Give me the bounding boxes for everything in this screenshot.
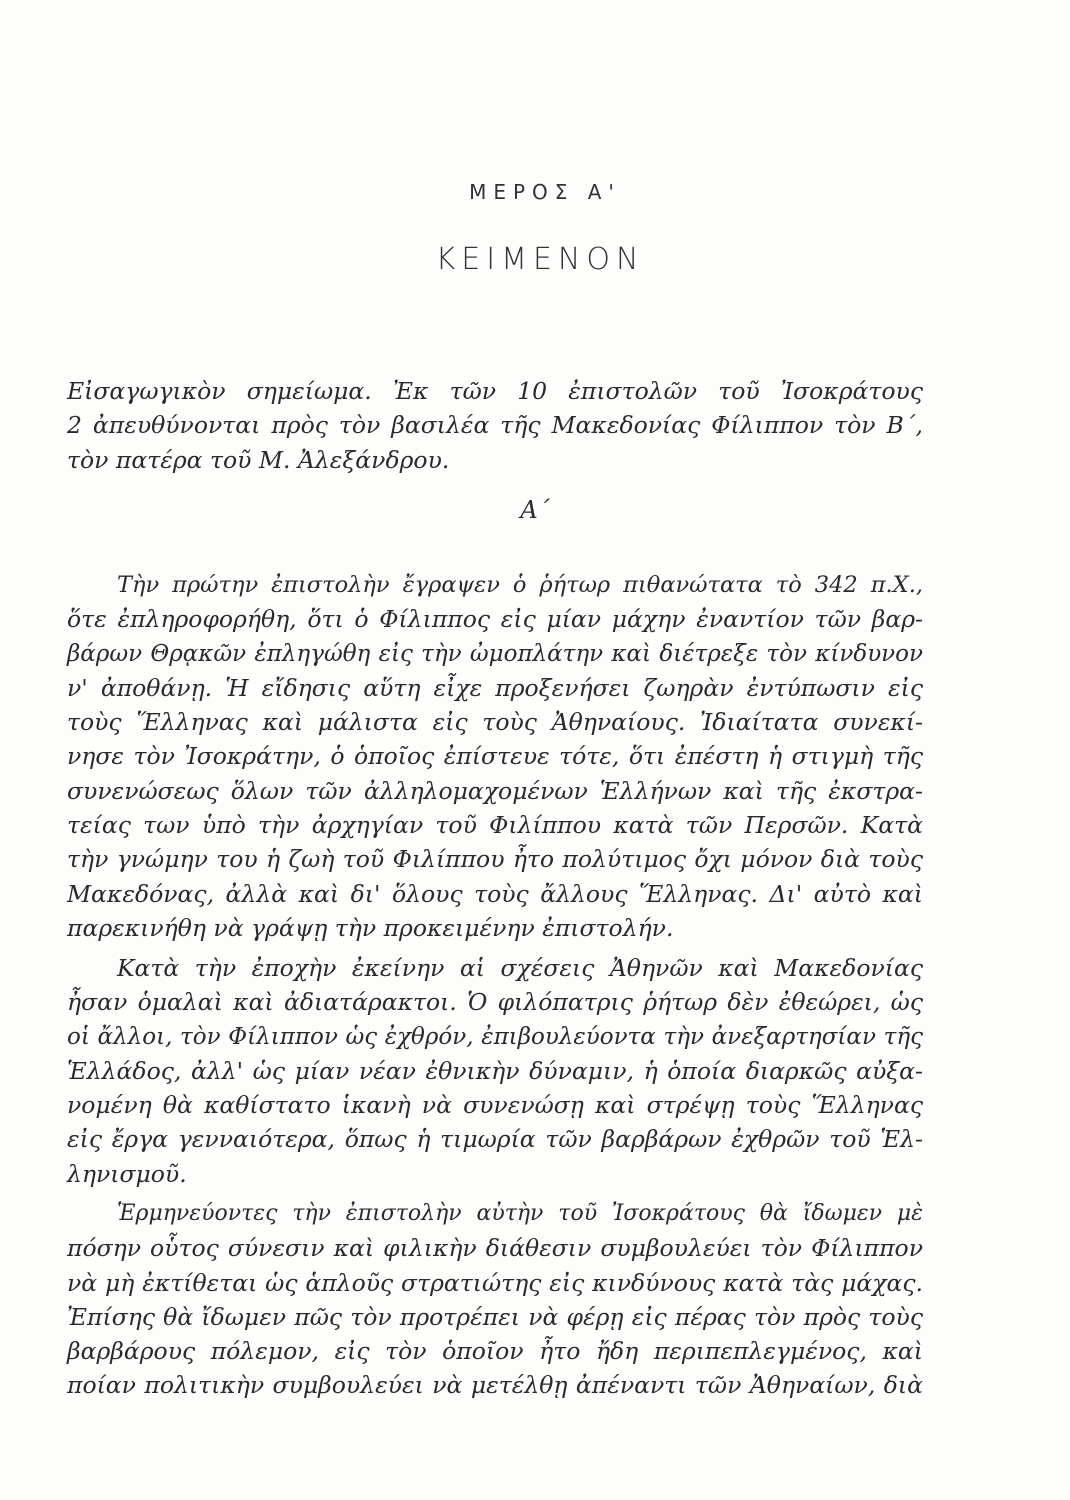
text-line: τοὺς Ἕλληνας καὶ μάλιστα εἰς τοὺς Ἀθηναίους. Ἰδιαίτατα συνεκί- — [67, 708, 923, 737]
text-line: Ἑλλάδος, ἀλλ' ὡς μίαν νέαν ἐθνικὴν δύναμιν, ἡ ὁποία διαρκῶς αὐξα- — [67, 1056, 923, 1085]
text-line: Μακεδόνας, ἀλλὰ καὶ δι' ὅλους τοὺς ἄλλους Ἕλληνας. Δι' αὐτὸ καὶ — [67, 879, 923, 908]
text-line: παρεκινήθη νὰ γράψῃ τὴν προκειμένην ἐπιστολήν. — [67, 913, 674, 942]
text-line: Τὴν πρώτην ἐπιστολὴν ἔγραψεν ὁ ῥήτωρ πιθανώτατα τὸ 342 π.Χ., — [117, 572, 923, 598]
text-line: Ἐπίσης θὰ ἴδωμεν πῶς τὸν προτρέπει νὰ φέρῃ εἰς πέρας τὸν πρὸς τοὺς — [67, 1302, 923, 1331]
text-line: οἱ ἄλλοι, τὸν Φίλιππον ὡς ἐχθρόν, ἐπιβουλεύοντα τὴν ἀνεξαρτησίαν τῆς — [67, 1023, 923, 1050]
text-line: νησε τὸν Ἰσοκράτην, ὁ ὁποῖος ἐπίστευε τότε, ὅτι ἐπέστη ἡ στιγμὴ τῆς — [67, 742, 923, 771]
text-line: Ἑρμηνεύοντες τὴν ἐπιστολὴν αὐτὴν τοῦ Ἰσοκράτους θὰ ἴδωμεν μὲ — [117, 1201, 923, 1226]
text-line: Εἰσαγωγικὸν σημείωμα. Ἐκ τῶν 10 ἐπιστολῶν τοῦ Ἰσοκράτους — [67, 377, 923, 405]
text-line: νομένη θὰ καθίστατο ἱκανὴ νὰ συνενώσῃ καὶ στρέψῃ τοὺς Ἕλληνας — [67, 1091, 923, 1120]
text-line: βαρβάρους πόλεμον, εἰς τὸν ὁποῖον ἦτο ἤδη περιπεπλεγμένος, καὶ — [67, 1337, 923, 1366]
text-line: πόσην οὗτος σύνεσιν καὶ φιλικὴν διάθεσιν συμβουλεύει τὸν Φίλιππον — [67, 1234, 923, 1263]
text-line: βάρων Θρᾳκῶν ἐπληγώθη εἰς τὴν ὠμοπλάτην καὶ διέτρεξε τὸν κίνδυνον — [67, 640, 923, 667]
text-line: 2 ἀπευθύνονται πρὸς τὸν βασιλέα τῆς Μακεδονίας Φίλιππον τὸν Β΄, — [67, 411, 923, 440]
text-line: ἦσαν ὁμαλαὶ καὶ ἀδιατάρακτοι. Ὁ φιλόπατρις ῥήτωρ δὲν ἐθεώρει, ὡς — [67, 988, 923, 1017]
text-line: ποίαν πολιτικὴν συμβουλεύει νὰ μετέλθῃ ἀπέναντι τῶν Ἀθηναίων, διὰ — [67, 1371, 923, 1400]
text-line: ὅτε ἐπληροφορήθη, ὅτι ὁ Φίλιππος εἰς μίαν μάχην ἐναντίον τῶν βαρ- — [67, 605, 923, 634]
text-line: τὴν γνώμην του ἡ ζωὴ τοῦ Φιλίππου ἦτο πολύτιμος ὄχι μόνον διὰ τοὺς — [67, 845, 923, 874]
text-line: συνενώσεως ὅλων τῶν ἀλληλομαχομένων Ἑλλήνων καὶ τῆς ἐκστρα- — [67, 776, 923, 805]
page-title: ΚΕΙΜΕΝΟΝ — [435, 242, 645, 277]
text-line: ν' ἀποθάνῃ. Ἡ εἴδησις αὕτη εἶχε προξενήσει ζωηρὰν ἐντύπωσιν εἰς — [67, 673, 923, 702]
section-mark: Α΄ — [520, 496, 550, 524]
text-line: νὰ μὴ ἐκτίθεται ὡς ἁπλοῦς στρατιώτης εἰς κινδύνους κατὰ τὰς μάχας. — [67, 1268, 923, 1297]
text-line: ληνισμοῦ. — [67, 1159, 187, 1188]
text-line: τείας των ὑπὸ τὴν ἀρχηγίαν τοῦ Φιλίππου κατὰ τῶν Περσῶν. Κατὰ — [67, 811, 923, 840]
paragraph-3 — [67, 1197, 923, 1403]
text-line: Κατὰ τὴν ἐποχὴν ἐκείνην αἱ σχέσεις Ἀθηνῶν καὶ Μακεδονίας — [117, 954, 923, 982]
intro-note — [67, 374, 923, 477]
part-heading: ΜΕΡΟΣ Α' — [469, 180, 621, 204]
text-line: τὸν πατέρα τοῦ Μ. Ἀλεξάνδρου. — [67, 445, 450, 474]
paragraph-2 — [67, 951, 923, 1191]
paragraph-1 — [67, 568, 923, 945]
text-line: εἰς ἔργα γενναιότερα, ὅπως ἡ τιμωρία τῶν βαρβάρων ἐχθρῶν τοῦ Ἑλ- — [67, 1125, 923, 1154]
